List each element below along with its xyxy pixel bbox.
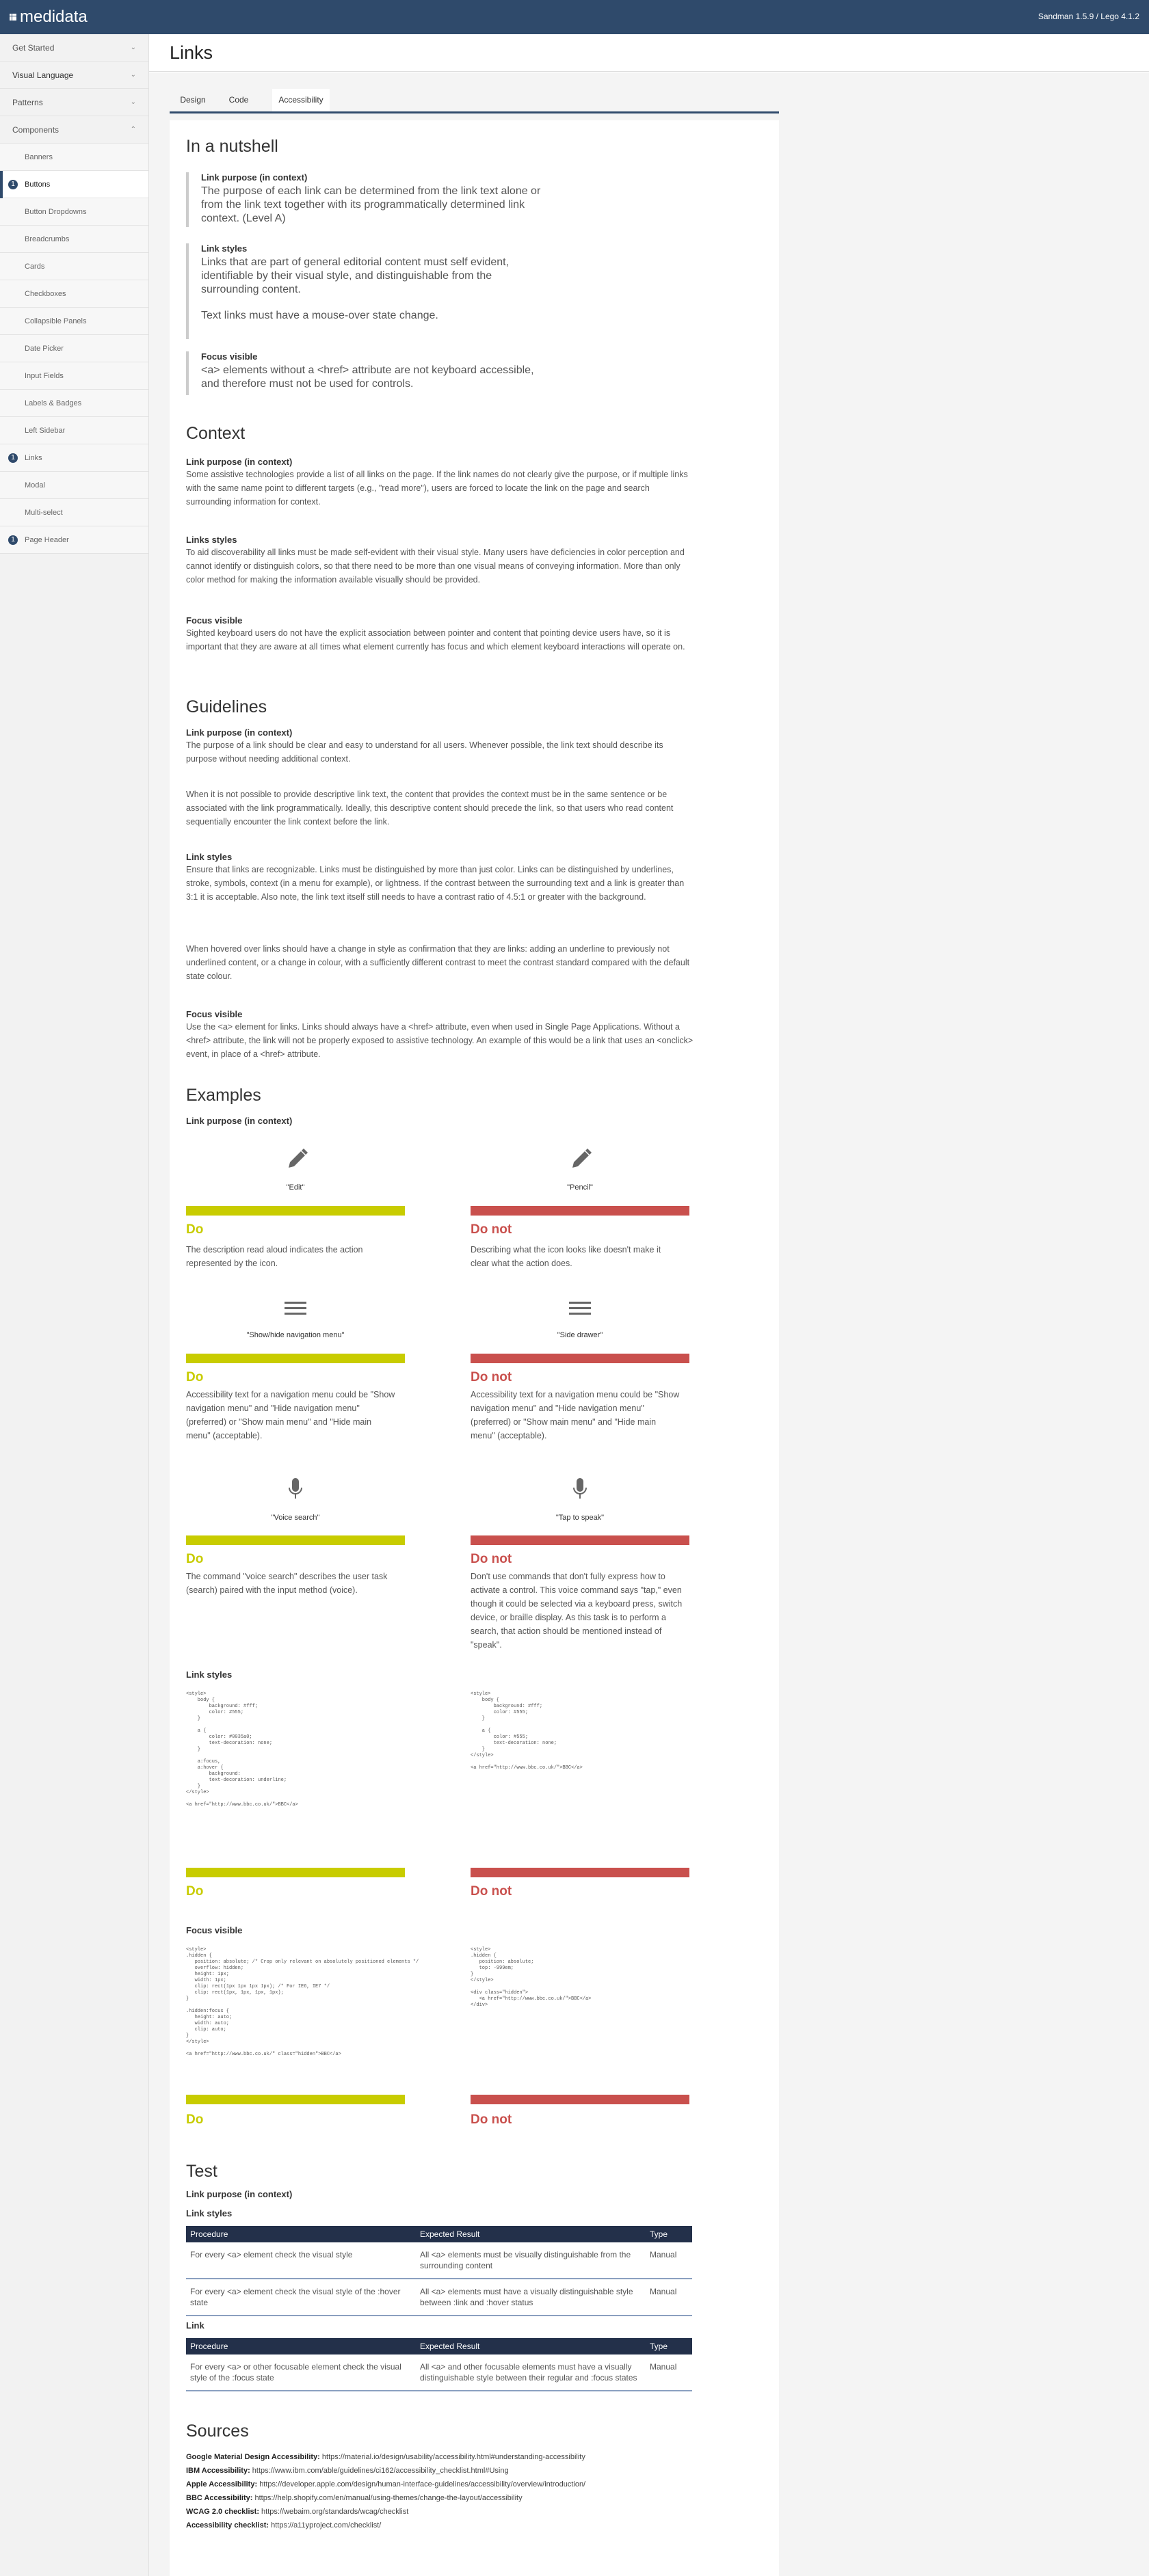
table-cell: All <a> elements must have a visually distinguishable style between :link and :hover status bbox=[416, 2279, 646, 2316]
sidebar-item-label: Visual Language bbox=[12, 70, 74, 80]
pencil-icon bbox=[280, 1147, 311, 1172]
sidebar-item-label: Breadcrumbs bbox=[25, 235, 70, 243]
sidebar-item-buttons[interactable] bbox=[0, 171, 148, 198]
source-name: Google Material Design Accessibility: bbox=[186, 2453, 320, 2461]
app-logo[interactable] bbox=[10, 8, 88, 27]
source-link[interactable]: https://help.shopify.com/en/manual/using-themes/change-the-layout/accessibility bbox=[254, 2494, 523, 2502]
nutshell-text: Links that are part of general editorial content must self evident, identifiable by their visual style, and distinguishable from the surrounding content. bbox=[201, 256, 510, 295]
column-header: Type bbox=[646, 2338, 692, 2354]
guideline-text: The purpose of a link should be clear and easy to understand for all users. Whenever possible, the link text should describe its purpose without needing additional context. bbox=[186, 740, 663, 764]
guideline-heading: Focus visible bbox=[186, 1009, 243, 1019]
source-link[interactable]: https://developer.apple.com/design/human-interface-guidelines/accessibility/overview/introduction/ bbox=[259, 2480, 586, 2488]
sidebar-item-label: Date Picker bbox=[25, 345, 64, 353]
example-caption: "Side drawer" bbox=[557, 1331, 603, 1339]
section-title-test: Test bbox=[186, 2162, 217, 2181]
tab-design[interactable]: Design bbox=[172, 89, 213, 111]
nutshell-heading: Focus visible bbox=[201, 351, 258, 362]
sidebar-item-label: Banners bbox=[25, 153, 53, 161]
test-subheading: Link styles bbox=[186, 2208, 233, 2218]
example-text: The command "voice search" describes the user task (search) paired with the input method (voice). bbox=[186, 1572, 388, 1595]
sidebar-item-left-sidebar[interactable] bbox=[0, 417, 148, 444]
sidebar-item-input-fields[interactable] bbox=[0, 362, 148, 390]
microphone-icon bbox=[570, 1477, 590, 1504]
logo-text: medidata bbox=[20, 8, 88, 26]
hamburger-menu-icon bbox=[568, 1299, 592, 1318]
top-bar bbox=[0, 0, 1149, 34]
context-heading: Links styles bbox=[186, 535, 237, 545]
example-text: Describing what the icon looks like doesn't make it clear what the action does. bbox=[471, 1245, 661, 1268]
example-text: The description read aloud indicates the action represented by the icon. bbox=[186, 1245, 363, 1268]
section-title-sources: Sources bbox=[186, 2421, 249, 2441]
nutshell-text: <a> elements without a <href> attribute are not keyboard accessible, and therefore must not be used for controls. bbox=[201, 364, 534, 390]
example-caption: "Show/hide navigation menu" bbox=[246, 1331, 345, 1339]
hamburger-menu-icon bbox=[283, 1299, 308, 1318]
sidebar-item-breadcrumbs[interactable] bbox=[0, 226, 148, 253]
sidebar-item-page-header[interactable] bbox=[0, 526, 148, 554]
dont-label: Do not bbox=[471, 1884, 512, 1899]
dont-label: Do not bbox=[471, 1552, 512, 1566]
guideline-heading: Link styles bbox=[186, 852, 233, 862]
sidebar-item-collapsible-panels[interactable] bbox=[0, 308, 148, 335]
page-title: Links bbox=[170, 42, 213, 63]
test-subheading: Link bbox=[186, 2320, 204, 2331]
pencil-icon bbox=[564, 1147, 594, 1172]
app-grid-icon bbox=[10, 14, 16, 21]
guideline-text: Use the <a> element for links. Links should always have a <href> attribute, even when used in Single Page Applications. Without a <href> attribute, the link will not be properly exposed to assistive technology. An example of this would be a link that uses an <onclick> event, in place of a <href> attribute. bbox=[186, 1022, 694, 1059]
sidebar-item-links[interactable] bbox=[0, 444, 148, 472]
sidebar-item-patterns[interactable] bbox=[0, 89, 148, 116]
chevron-down-icon: ⌄ bbox=[130, 44, 136, 51]
dont-label: Do not bbox=[471, 2112, 512, 2127]
do-bar bbox=[186, 1354, 405, 1363]
nutshell-text: The purpose of each link can be determined from the link text alone or from the link text together with its programmatically determined link context. (Level A) bbox=[201, 185, 541, 224]
source-name: Apple Accessibility: bbox=[186, 2480, 258, 2488]
guideline-text: When it is not possible to provide descriptive link text, the content that provides the context must be in the same sentence or be associated with the link programmatically. Ideally, this descriptive content should precede the link, so that users who read content sequentially encounter the link context before the link. bbox=[186, 790, 674, 827]
tab-accessibility[interactable]: Accessibility bbox=[272, 89, 330, 111]
page-header bbox=[149, 34, 1149, 72]
dont-bar bbox=[471, 1868, 689, 1877]
dont-bar bbox=[471, 1206, 689, 1216]
notification-badge: 1 bbox=[8, 453, 18, 463]
sidebar-item-visual-language[interactable] bbox=[0, 62, 148, 89]
chevron-down-icon: ⌄ bbox=[130, 71, 136, 79]
example-caption: "Edit" bbox=[286, 1183, 305, 1192]
do-bar bbox=[186, 1868, 405, 1877]
example-text: Accessibility text for a navigation menu could be "Show navigation menu" and "Hide navigation menu" (preferred) or "Show main menu" and "Hide main menu" (acceptable). bbox=[471, 1390, 680, 1440]
nutshell-heading: Link purpose (in context) bbox=[201, 172, 308, 183]
column-header: Expected Result bbox=[416, 2226, 646, 2242]
guideline-heading: Link purpose (in context) bbox=[186, 727, 293, 738]
table-cell: All <a> elements must be visually distinguishable from the surrounding content bbox=[416, 2242, 646, 2279]
do-label: Do bbox=[186, 1222, 204, 1237]
do-label: Do bbox=[186, 1370, 204, 1384]
sidebar-item-label: Buttons bbox=[25, 180, 51, 189]
do-bar bbox=[186, 2095, 405, 2104]
context-text: To aid discoverability all links must be made self-evident with their visual style. Many users have deficiencies in color perception and cannot identify or distinguish colors, so that there need to be more than one visual means of conveying information. More than only color method for making the information available visually should be provided. bbox=[186, 548, 685, 585]
notification-badge: 1 bbox=[8, 180, 18, 189]
sidebar-item-label: Left Sidebar bbox=[25, 427, 66, 435]
nutshell-link-purpose bbox=[186, 172, 542, 227]
section-title-nutshell: In a nutshell bbox=[186, 137, 278, 156]
column-header: Procedure bbox=[186, 2338, 416, 2354]
code-sample: <style> .hidden { position: absolute; /* Crop only relevant on absolutely positioned elements */ overflow: hidden; height: 1px; width: 1px; clip: rect(1px 1px 1px 1px); /* For IE6, IE7 */ clip: rect(1px, 1px, 1px, 1px); } .hidden:focus { height: auto; width: auto; clip: auto; } </style> <a href="http://www.bbc.co.uk/" class="hidden">BBC</a> bbox=[186, 1947, 419, 2057]
sidebar-item-label: Page Header bbox=[25, 536, 69, 544]
sidebar-item-date-picker[interactable] bbox=[0, 335, 148, 362]
sidebar-item-components[interactable] bbox=[0, 116, 148, 144]
dont-bar bbox=[471, 1535, 689, 1545]
code-sample: <style> .hidden { position: absolute; top: -999em; } </style> <div class="hidden"> <a href="http://www.bbc.co.uk/">BBC</a> </div> bbox=[471, 1947, 592, 2008]
source-name: Accessibility checklist: bbox=[186, 2521, 269, 2530]
sidebar-item-label: Get Started bbox=[12, 43, 55, 53]
sidebar-item-label: Input Fields bbox=[25, 372, 64, 380]
sidebar-item-get-started[interactable] bbox=[0, 34, 148, 62]
source-item bbox=[186, 2464, 747, 2478]
table-cell: All <a> and other focusable elements must have a visually distinguishable style between their regular and :focus states bbox=[416, 2354, 646, 2391]
table-cell: For every <a> or other focusable element check the visual style of the :focus state bbox=[186, 2354, 416, 2391]
table-row bbox=[186, 2279, 692, 2316]
example-text: Don't use commands that don't fully express how to activate a control. This voice command says "tap," even though it could be selected via a keyboard press, switch device, or braille display. As this task is to perform a search, that action should be mentioned instead of "speak". bbox=[471, 1572, 683, 1650]
sidebar-item-label: Button Dropdowns bbox=[25, 208, 87, 216]
notification-badge: 1 bbox=[8, 535, 18, 545]
tab-code[interactable]: Code bbox=[219, 89, 259, 111]
chevron-down-icon: ⌄ bbox=[130, 98, 136, 106]
sidebar-item-label: Links bbox=[25, 454, 42, 462]
sidebar-item-label: Cards bbox=[25, 263, 45, 271]
table-row bbox=[186, 2354, 692, 2391]
source-item bbox=[186, 2519, 747, 2532]
source-item bbox=[186, 2478, 747, 2491]
nutshell-focus-visible bbox=[186, 351, 542, 395]
nutshell-link-styles bbox=[186, 243, 542, 339]
example-caption: "Pencil" bbox=[567, 1183, 593, 1192]
section-title-context: Context bbox=[186, 424, 246, 443]
sidebar-item-label: Modal bbox=[25, 481, 45, 489]
sidebar-item-checkboxes[interactable] bbox=[0, 280, 148, 308]
content-panel bbox=[170, 120, 779, 2576]
do-label: Do bbox=[186, 1884, 204, 1899]
microphone-icon bbox=[286, 1477, 305, 1504]
sidebar-item-label: Multi-select bbox=[25, 509, 63, 517]
sidebar-item-button-dropdowns[interactable] bbox=[0, 198, 148, 226]
source-item bbox=[186, 2450, 747, 2464]
sidebar-item-label: Components bbox=[12, 125, 60, 135]
source-link[interactable]: https://a11yproject.com/checklist/ bbox=[271, 2521, 382, 2530]
source-item bbox=[186, 2491, 747, 2505]
source-link[interactable]: https://material.io/design/usability/accessibility.html#understanding-accessibility bbox=[321, 2453, 585, 2461]
context-text: Some assistive technologies provide a list of all links on the page. If the link names do not clearly give the purpose, or if multiple links with the same name point to different targets (e.g., "read more"), users are forced to locate the link on the page and search surrounding information for context. bbox=[186, 470, 688, 507]
chevron-up-icon: ⌃ bbox=[130, 126, 136, 133]
examples-subheading: Link purpose (in context) bbox=[186, 1116, 293, 1126]
example-caption: "Tap to speak" bbox=[555, 1514, 605, 1522]
example-text: Accessibility text for a navigation menu could be "Show navigation menu" and "Hide navigation menu" (preferred) or "Show main menu" and "Hide main menu" (acceptable). bbox=[186, 1390, 395, 1440]
do-bar bbox=[186, 1535, 405, 1545]
sidebar-item-multi-select[interactable] bbox=[0, 499, 148, 526]
do-label: Do bbox=[186, 2112, 204, 2127]
version-info: Sandman 1.5.9 / Lego 4.1.2 bbox=[1038, 12, 1139, 21]
examples-subheading: Link styles bbox=[186, 1669, 233, 1680]
test-subheading: Link purpose (in context) bbox=[186, 2189, 293, 2199]
dont-label: Do not bbox=[471, 1370, 512, 1384]
source-name: WCAG 2.0 checklist: bbox=[186, 2508, 259, 2516]
test-table-link bbox=[186, 2338, 692, 2391]
nutshell-text: Text links must have a mouse-over state change. bbox=[201, 310, 438, 321]
table-cell: Manual bbox=[646, 2279, 692, 2316]
sidebar-item-cards[interactable] bbox=[0, 253, 148, 280]
sidebar-item-banners[interactable] bbox=[0, 144, 148, 171]
column-header: Procedure bbox=[186, 2226, 416, 2242]
sidebar-item-label: Labels & Badges bbox=[25, 399, 82, 407]
sources-list bbox=[186, 2450, 747, 2532]
context-text: Sighted keyboard users do not have the explicit association between pointer and content that pointing device users have, so it is important that they are aware at all times what element currently has focus and which element keyboard interactions will operate on. bbox=[186, 628, 685, 652]
source-name: BBC Accessibility: bbox=[186, 2494, 253, 2502]
context-heading: Link purpose (in context) bbox=[186, 457, 293, 467]
context-heading: Focus visible bbox=[186, 615, 243, 626]
source-link[interactable]: https://www.ibm.com/able/guidelines/ci162/accessibility_checklist.html#Using bbox=[252, 2467, 509, 2475]
table-cell: For every <a> element check the visual style of the :hover state bbox=[186, 2279, 416, 2316]
sidebar-item-modal[interactable] bbox=[0, 472, 148, 499]
code-sample: <style> body { background: #fff; color: #555; } a { color: #0035a0; text-decoration: none; } a:focus, a:hover { background: text-decoration: underline; } </style> <a href="http://www.bbc.co.uk/">BBC</a> bbox=[186, 1691, 298, 1808]
sidebar-item-labels-badges[interactable] bbox=[0, 390, 148, 417]
dont-label: Do not bbox=[471, 1222, 512, 1237]
table-cell: Manual bbox=[646, 2354, 692, 2391]
guideline-text: When hovered over links should have a change in style as confirmation that they are links: adding an underline to previously not underlined content, or a change in colour, with a sufficiently different contrast to meet the contrast standard compared with the default state colour. bbox=[186, 944, 690, 981]
source-link[interactable]: https://webaim.org/standards/wcag/checklist bbox=[261, 2508, 409, 2516]
do-label: Do bbox=[186, 1552, 204, 1566]
source-name: IBM Accessibility: bbox=[186, 2467, 250, 2475]
sidebar-item-label: Checkboxes bbox=[25, 290, 66, 298]
section-title-guidelines: Guidelines bbox=[186, 697, 267, 716]
sidebar bbox=[0, 34, 149, 2576]
dont-bar bbox=[471, 1354, 689, 1363]
nutshell-heading: Link styles bbox=[201, 243, 248, 254]
table-cell: Manual bbox=[646, 2242, 692, 2279]
dont-bar bbox=[471, 2095, 689, 2104]
source-item bbox=[186, 2505, 747, 2519]
do-bar bbox=[186, 1206, 405, 1216]
sidebar-item-label: Collapsible Panels bbox=[25, 317, 87, 325]
code-sample: <style> body { background: #fff; color: #555; } a { color: #555; text-decoration: none; } </style> <a href="http://www.bbc.co.uk/">BBC</a> bbox=[471, 1691, 583, 1771]
sidebar-item-label: Patterns bbox=[12, 98, 43, 107]
guideline-text: Ensure that links are recognizable. Links must be distinguished by more than just color. Links can be distinguished by underlines, stroke, symbols, context (in a menu for example), or lightness. If the contrast between the surrounding text and a link is greater than 3:1 it is acceptable. Also note, the link text itself still needs to have a contrast ratio of 4.5:1 or greater with the background. bbox=[186, 865, 685, 902]
example-caption: "Voice search" bbox=[271, 1514, 320, 1522]
tab-bar bbox=[170, 86, 779, 113]
table-cell: For every <a> element check the visual style bbox=[186, 2242, 416, 2279]
test-table-link-styles bbox=[186, 2226, 692, 2316]
table-row bbox=[186, 2242, 692, 2279]
examples-subheading: Focus visible bbox=[186, 1925, 243, 1935]
column-header: Type bbox=[646, 2226, 692, 2242]
column-header: Expected Result bbox=[416, 2338, 646, 2354]
section-title-examples: Examples bbox=[186, 1086, 261, 1105]
